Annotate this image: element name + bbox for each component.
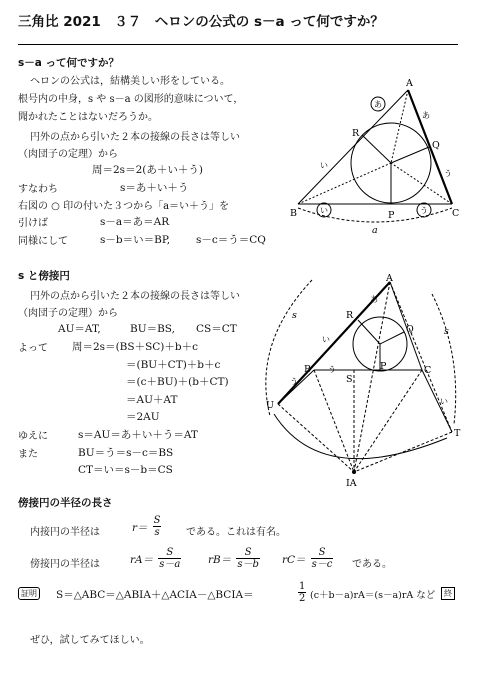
s1-line-12: 同様にして bbox=[18, 236, 68, 247]
inradius-note: である。これは有名。 bbox=[186, 527, 286, 538]
section1-heading: s－a って何ですか？ bbox=[18, 57, 119, 69]
rb-lhs: rB＝ bbox=[208, 554, 232, 566]
s2-line-3: AU＝AT, bbox=[58, 323, 101, 335]
fig2-label-s-right: s bbox=[444, 326, 449, 337]
s2-line-8: ＝(BU＋CT)＋b＋c bbox=[126, 359, 221, 371]
fig2-label-S: S bbox=[346, 374, 353, 385]
section3-heading: 傍接円の半径の長さ bbox=[18, 497, 113, 509]
ra-den: s－a bbox=[159, 559, 181, 570]
fig2-label-T: T bbox=[454, 428, 461, 439]
inradius-num: S bbox=[153, 515, 161, 526]
fig1-label-P: P bbox=[388, 210, 395, 221]
title-divider bbox=[18, 44, 458, 45]
fig2-label-i: い bbox=[322, 335, 330, 344]
s2-line-11: ＝2AU bbox=[126, 411, 160, 423]
fig2-label-R: R bbox=[346, 310, 354, 321]
s2-line-9: ＝(c＋BU)＋(b＋CT) bbox=[126, 376, 229, 388]
proof-half bbox=[298, 581, 306, 604]
fig1-label-i-circled: い bbox=[320, 206, 328, 215]
s2-line-1: 円外の点から引いた２本の接線の長さは等しい bbox=[30, 291, 240, 302]
inradius-den: s bbox=[154, 527, 160, 538]
section2-heading: s と傍接円 bbox=[18, 270, 70, 282]
fig2-label-Q: Q bbox=[406, 324, 414, 335]
fig2-label-i2: い bbox=[440, 397, 448, 406]
rb-fraction bbox=[236, 547, 260, 570]
figure-excircle bbox=[262, 274, 468, 490]
fig1-label-u: う bbox=[444, 169, 452, 178]
s2-line-4: BU＝BS, bbox=[130, 323, 175, 335]
fig1-label-Q: Q bbox=[432, 140, 440, 151]
rc-fraction bbox=[311, 547, 334, 570]
s2-line-10: ＝AU＋AT bbox=[126, 394, 178, 406]
proof-badge: 証明 bbox=[18, 587, 40, 600]
fig1-label-side-a: a bbox=[372, 225, 378, 236]
excenter-point bbox=[352, 470, 356, 474]
s2-line-5: CS＝CT bbox=[196, 323, 237, 335]
fig2-label-B: B bbox=[304, 364, 311, 375]
rc-num: S bbox=[311, 547, 334, 559]
fig2-label-s-left: s bbox=[292, 310, 297, 321]
proof-tail: (c＋b－a)rA＝(s－a)rA など bbox=[310, 590, 436, 601]
s1-line-8: s＝あ＋い＋う bbox=[120, 182, 189, 194]
rb-formula bbox=[208, 547, 260, 570]
fig2-label-a: あ bbox=[370, 295, 378, 304]
closing-text: ぜひ，試してみてほしい。 bbox=[30, 635, 150, 646]
fig1-label-i: い bbox=[320, 161, 328, 170]
s2-line-14: また bbox=[18, 449, 38, 460]
rc-formula bbox=[282, 547, 333, 570]
s1-line-7: すなわち bbox=[18, 184, 58, 195]
inradius-fraction bbox=[153, 515, 162, 538]
s2-line-16: CT＝い＝s－b＝CS bbox=[78, 464, 173, 476]
s1-line-4: 円外の点から引いた２本の接線の長さは等しい bbox=[30, 132, 240, 143]
fig2-label-u: う bbox=[290, 377, 298, 386]
s1-line-6: 周＝2s＝2(あ＋い＋う) bbox=[92, 164, 203, 176]
fig2-label-u2: う bbox=[328, 365, 336, 374]
ra-lhs: rA＝ bbox=[130, 554, 154, 566]
fig1-label-C: C bbox=[452, 208, 460, 219]
side-ac-line bbox=[408, 90, 452, 204]
proof-half-fraction bbox=[298, 581, 306, 604]
rb-num: S bbox=[236, 547, 260, 559]
s1-line-10: 引けば bbox=[18, 218, 48, 229]
fig1-label-B: B bbox=[290, 208, 297, 219]
proof-formula: S＝△ABC＝△ABIA＋△ACIA－△BCIA＝ bbox=[56, 589, 254, 601]
s2-line-15: BU＝う＝s－c＝BS bbox=[78, 447, 174, 459]
proof-half-den: 2 bbox=[299, 593, 306, 604]
ra-formula bbox=[130, 547, 181, 570]
fig2-label-U: U bbox=[266, 400, 275, 411]
inradius-lhs: r＝ bbox=[132, 522, 148, 534]
inradius-formula bbox=[132, 515, 161, 538]
s1-line-5: （肉団子の定理）から bbox=[18, 149, 118, 160]
fig2-label-P: P bbox=[380, 361, 387, 372]
s1-line-2: 根号内の中身，s や s－a の図形的意味について， bbox=[18, 94, 244, 105]
exradius-note: である。 bbox=[352, 559, 392, 570]
fig2-label-A: A bbox=[386, 274, 393, 284]
inradius-label: 内接円の半径は bbox=[30, 527, 100, 538]
fig2-label-IA: IA bbox=[346, 478, 357, 489]
fig1-label-A: A bbox=[406, 78, 413, 89]
proof-half-num: 1 bbox=[299, 581, 306, 592]
rc-lhs: rC＝ bbox=[282, 554, 306, 566]
fig1-label-u-circled: う bbox=[420, 206, 428, 215]
end-mark: 終 bbox=[441, 587, 455, 600]
s1-line-3: 聞かれたことはないだろうか。 bbox=[18, 112, 158, 123]
page-title: 三角比 2021 ３７ ヘロンの公式の s－a って何ですか？ bbox=[18, 14, 384, 30]
s2-line-6: よって bbox=[18, 343, 48, 354]
fig2-label-C: C bbox=[424, 365, 432, 376]
s2-line-2: （肉団子の定理）から bbox=[18, 308, 118, 319]
fig1-label-a-circled: あ bbox=[374, 100, 382, 109]
rb-den: s－b bbox=[237, 559, 259, 570]
figure-incircle bbox=[288, 76, 468, 242]
s2-line-12: ゆえに bbox=[18, 431, 48, 442]
fig1-label-a: あ bbox=[422, 111, 430, 120]
s1-line-13: s－b＝い＝BP, bbox=[100, 234, 171, 246]
s1-line-14: s－c＝う＝CQ bbox=[196, 234, 266, 246]
ra-fraction bbox=[158, 547, 181, 570]
s1-line-9: 右図の ○ 印の付いた３つから「a＝い＋う」を bbox=[18, 201, 230, 212]
ra-num: S bbox=[158, 547, 181, 559]
s2-line-7: 周＝2s＝(BS＋SC)＋b＋c bbox=[72, 341, 198, 353]
s1-line-11: s－a＝あ＝AR bbox=[100, 216, 170, 228]
s1-line-1: ヘロンの公式は，結構美しい形をしている。 bbox=[30, 76, 230, 87]
fig1-label-R: R bbox=[352, 128, 360, 139]
exradius-label: 傍接円の半径は bbox=[30, 559, 100, 570]
rc-den: s－c bbox=[311, 559, 333, 570]
s2-line-13: s＝AU＝あ＋い＋う＝AT bbox=[78, 429, 198, 441]
